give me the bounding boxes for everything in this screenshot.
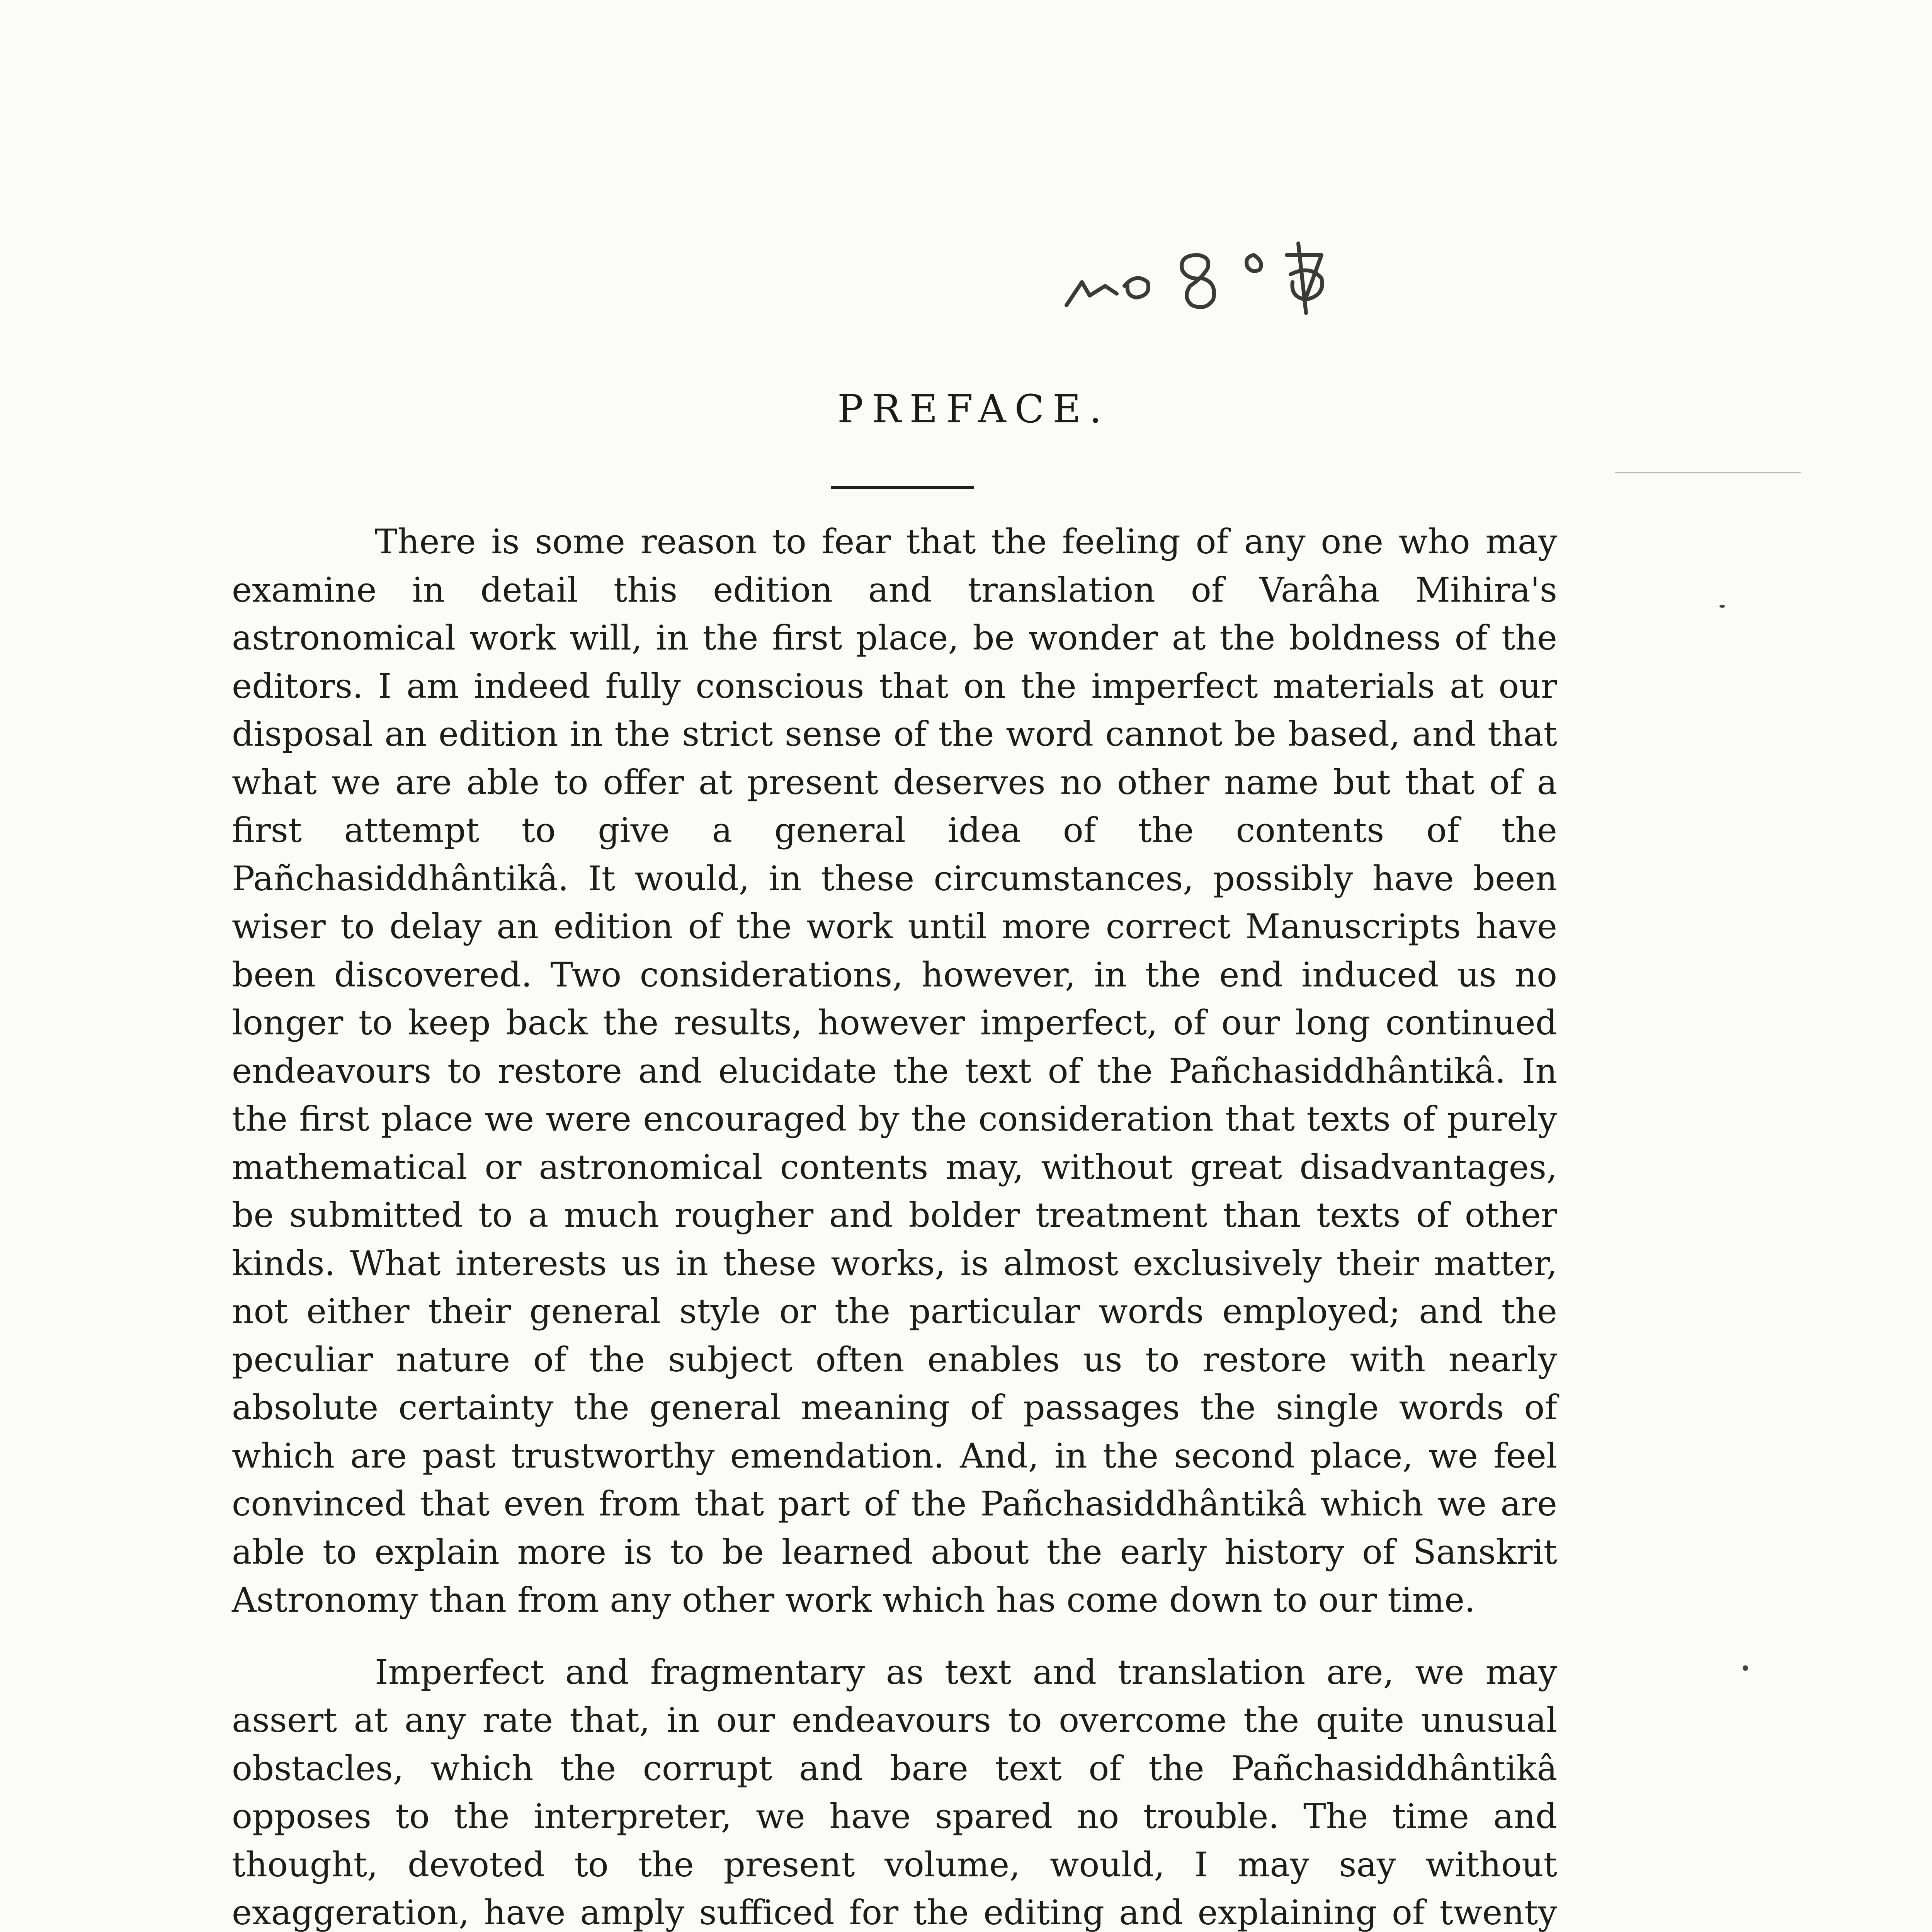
title-underline-rule (831, 486, 974, 489)
margin-speck (1743, 1665, 1748, 1671)
handwritten-number-scribble (1059, 228, 1406, 328)
handwritten-catalogue-number (1059, 228, 1406, 328)
margin-line (1615, 472, 1801, 473)
margin-speck (1719, 605, 1725, 608)
preface-body (232, 518, 1557, 1932)
paragraph: There is some reason to fear that the feeling of any one who may examine in detail this edition and translation of Varâha Mihira's astronomical work will, in the first place, be wonder at the boldness of the editors. I am indeed fully conscious that on the imperfect materials at our disposal an edition in the strict sense of the word cannot be based, and that what we are able to offer at present deserves no other name but that of a first attempt to give a general idea of the contents of the Pañchasiddhântikâ. It would, in these circumstances, possibly have been wiser to delay an edition of the work until more correct Manuscripts have been discovered. Two considerations, however, in the end induced us no longer to keep back the results, however imperfect, of our long continued endeavours to restore and elucidate the text of the Pañchasiddhântikâ. In the first place we were encouraged by the consideration that texts of purely mathematical or astronomical contents may, without great disadvantages, be submitted to a much rougher and bolder treatment than texts of other kinds. What interests us in these works, is almost exclusively their matter, not either their general style or the particular words employed; and the peculiar nature of the subject often enables us to restore with nearly absolute certainty the general meaning of passages the single words of which are past trustworthy emendation. And, in the second place, we feel convinced that even from that part of the Pañchasiddhântikâ which we are able to explain more is to be learned about the early history of Sanskrit Astronomy than from any other work which has come down to our time. (232, 522, 1557, 1620)
paragraph: Imperfect and fragmentary as text and translation are, we may assert at any rate that, in our endeavours to overcome the quite unusual obstacles, which the corrupt and bare text of the Pañchasiddhântikâ opposes to the interpreter, we have spared no trouble. The time and thought, devoted to the present volume, would, I may say without exaggeration, have amply sufficed for the editing and explaining of twenty (232, 1652, 1557, 1932)
page-title: PREFACE. (837, 386, 1110, 432)
